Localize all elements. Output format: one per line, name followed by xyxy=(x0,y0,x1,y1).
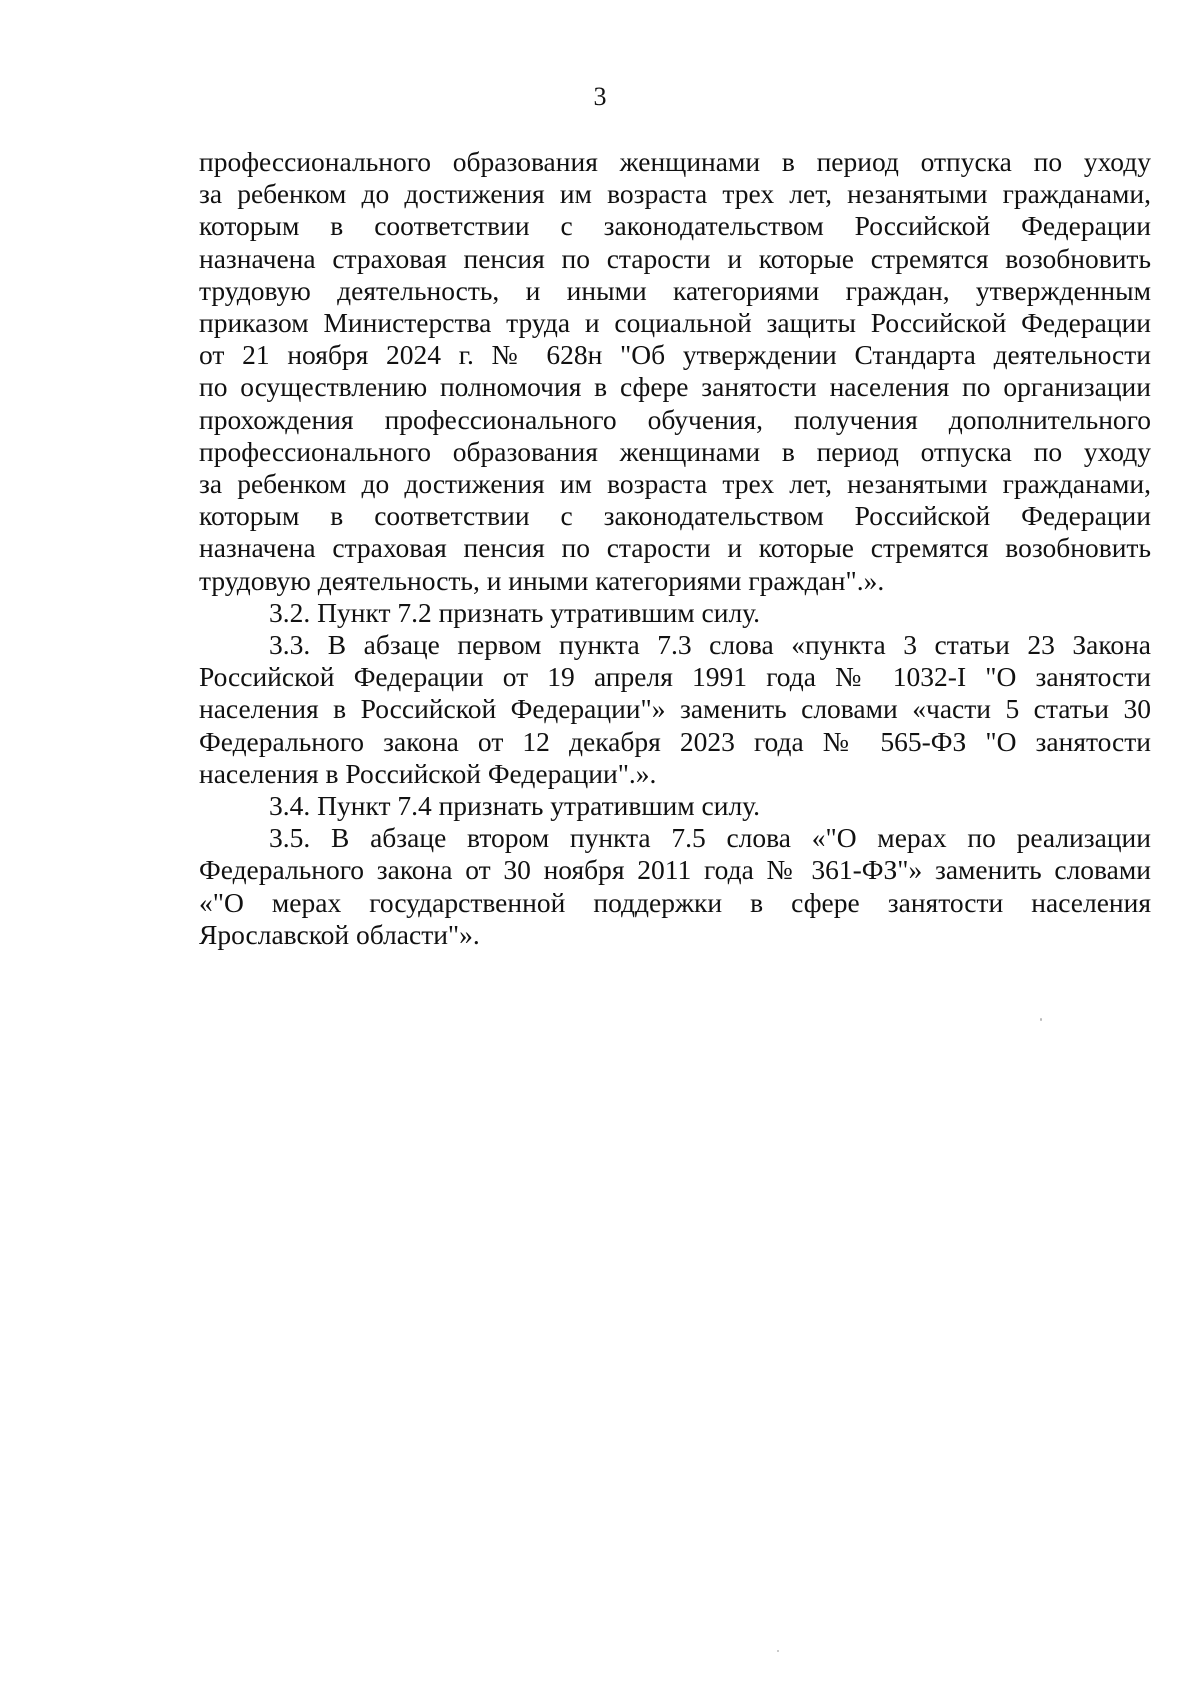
text-line: Ярославской области"». xyxy=(199,918,480,950)
text-line: приказом Министерства труда и социальной защиты Российской Федерации xyxy=(199,307,1151,339)
paragraph-item-3-5 xyxy=(199,822,1151,951)
text-line: населения в Российской Федерации".». xyxy=(199,757,657,789)
text-line: 3.2. Пункт 7.2 признать утратившим силу. xyxy=(269,596,761,628)
text-line: трудовую деятельность, и иными категориями граждан".». xyxy=(199,564,885,596)
paragraph-item-3-3 xyxy=(199,629,1151,790)
document-body xyxy=(199,146,1151,951)
text-line: трудовую деятельность, и иными категориями граждан, утвержденным xyxy=(199,274,1151,306)
text-line: Федерального закона от 30 ноября 2011 года № 361-ФЗ"» заменить словами xyxy=(199,854,1151,886)
text-line: профессионального образования женщинами в период отпуска по уходу xyxy=(199,435,1151,467)
paragraph-continuation xyxy=(199,146,1151,597)
text-line: профессионального образования женщинами в период отпуска по уходу xyxy=(199,146,1151,177)
paragraph-item-3-2 xyxy=(199,597,1151,629)
text-line: за ребенком до достижения им возраста трех лет, незанятыми гражданами, xyxy=(199,468,1151,500)
text-line: от 21 ноября 2024 г. № 628н "Об утверждении Стандарта деятельности xyxy=(199,339,1151,371)
text-line: за ребенком до достижения им возраста трех лет, незанятыми гражданами, xyxy=(199,178,1151,210)
text-line: 3.4. Пункт 7.4 признать утратившим силу. xyxy=(269,790,761,822)
text-line: «"О мерах государственной поддержки в сфере занятости населения xyxy=(199,886,1151,918)
text-line: 3.5. В абзаце втором пункта 7.5 слова «"О мерах по реализации xyxy=(269,822,1151,854)
text-line: которым в соответствии с законодательством Российской Федерации xyxy=(199,500,1151,532)
text-line: по осуществлению полномочия в сфере занятости населения по организации xyxy=(199,371,1151,403)
text-line: Федерального закона от 12 декабря 2023 года № 565-ФЗ "О занятости xyxy=(199,725,1151,757)
text-line: которым в соответствии с законодательством Российской Федерации xyxy=(199,210,1151,242)
paragraph-item-3-4 xyxy=(199,790,1151,822)
text-line: Российской Федерации от 19 апреля 1991 года № 1032-I "О занятости xyxy=(199,661,1151,693)
text-line: прохождения профессионального обучения, получения дополнительного xyxy=(199,403,1151,435)
text-line: назначена страховая пенсия по старости и которые стремятся возобновить xyxy=(199,532,1151,564)
text-line: 3.3. В абзаце первом пункта 7.3 слова «пункта 3 статьи 23 Закона xyxy=(269,629,1151,661)
scan-speck xyxy=(1040,1018,1042,1021)
page-number: 3 xyxy=(593,82,607,111)
text-line: населения в Российской Федерации"» заменить словами «части 5 статьи 30 xyxy=(199,693,1151,725)
text-line: назначена страховая пенсия по старости и которые стремятся возобновить xyxy=(199,242,1151,274)
scan-speck xyxy=(777,1650,779,1652)
